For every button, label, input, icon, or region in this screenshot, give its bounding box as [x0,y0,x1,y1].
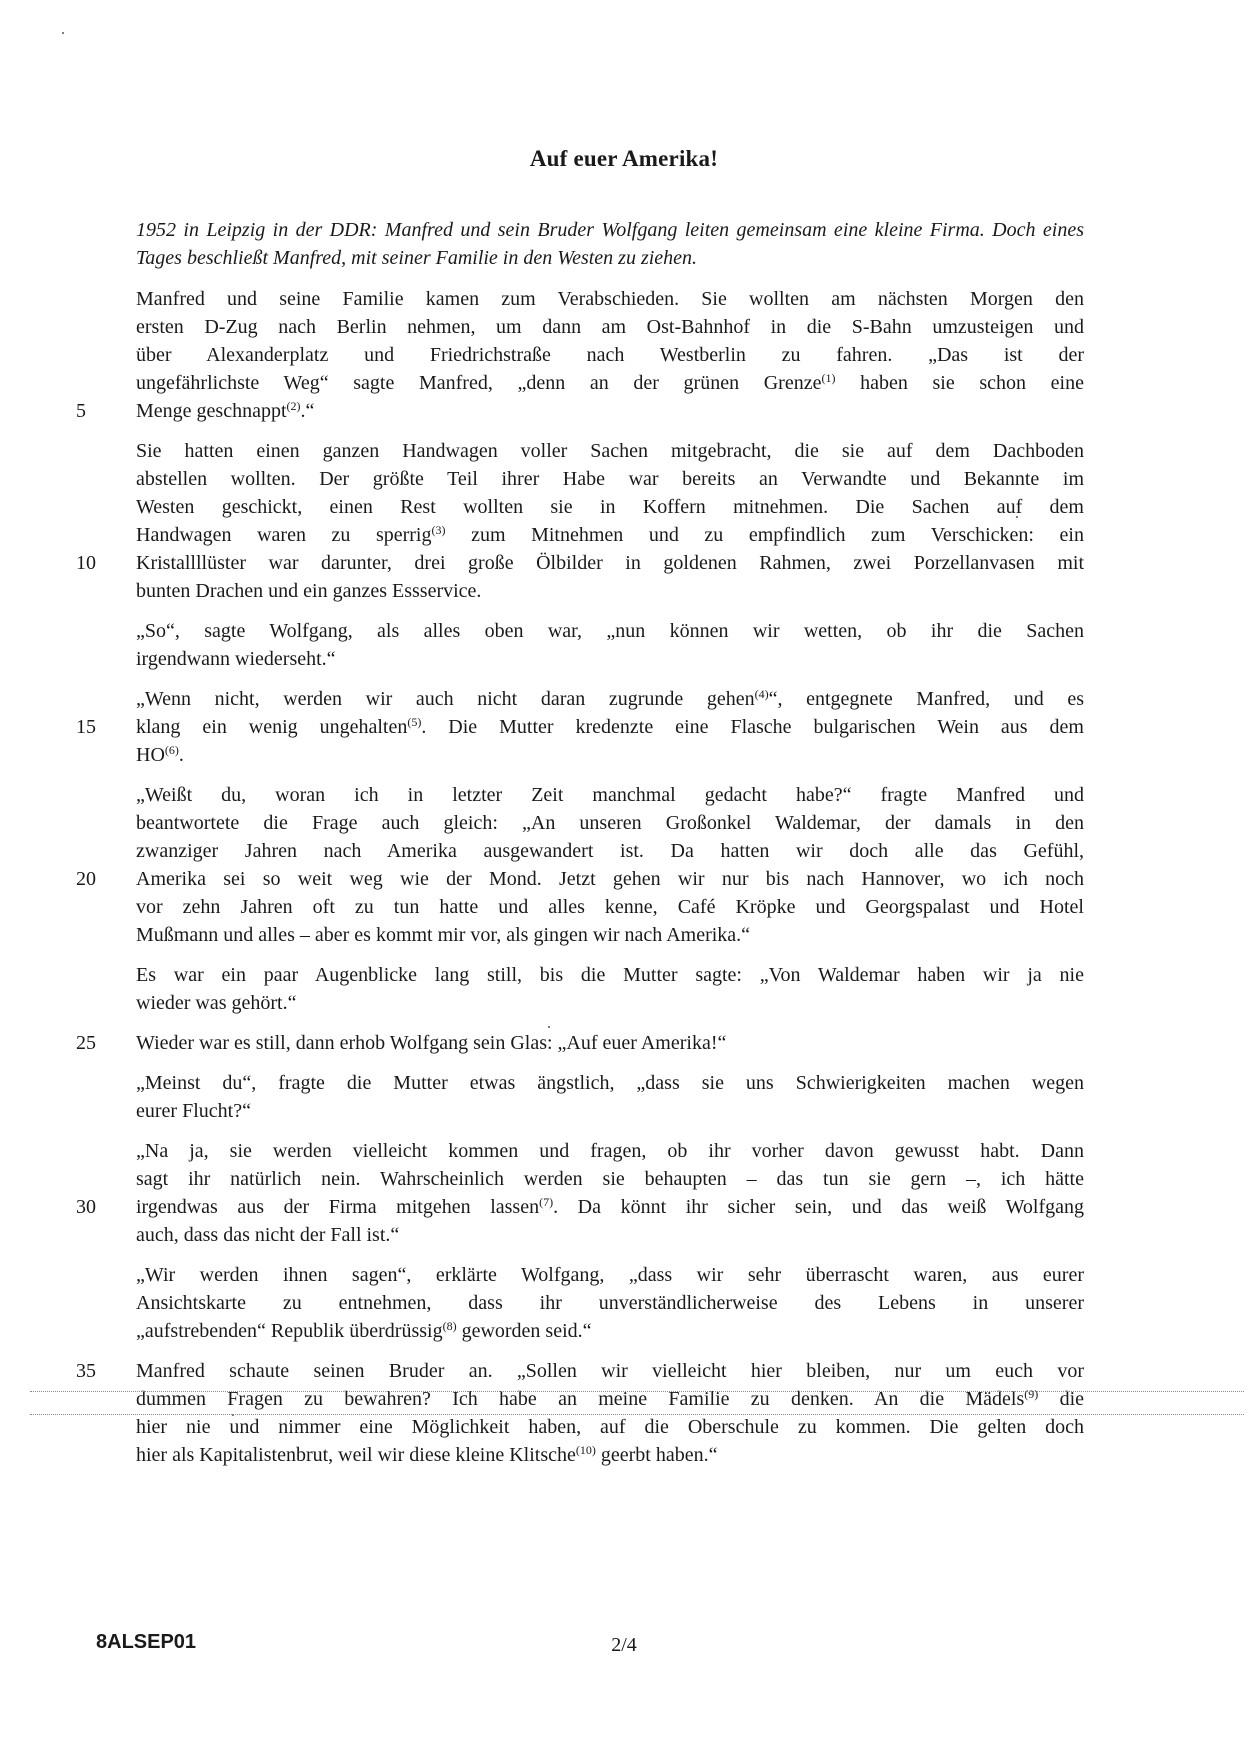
paragraph [136,961,1084,1017]
footnote-marker: (6) [164,743,179,757]
text-line: Sie hatten einen ganzen Handwagen voller Sachen mitgebracht, die sie auf dem Dachboden [136,440,1084,462]
text-line: 15 klang ein wenig ungehalten$^{(5)}$. Die Mutter kredenzte eine Flasche bulgarischen Wein aus dem [136,713,1084,741]
text-line: 35 Manfred schaute seinen Bruder an. „Sollen wir vielleicht hier bleiben, nur um euch vor [136,1357,1084,1385]
paragraph [76,285,1084,425]
text-line: Westen geschickt, einen Rest wollten sie in Koffern mitnehmen. Die Sachen auf dem [136,496,1084,518]
text-line: „Weißt du, woran ich in letzter Zeit manchmal gedacht habe?“ fragte Manfred und [136,784,1084,806]
text-line: wieder was gehört.“ [136,992,297,1014]
text-line: sagt ihr natürlich nein. Wahrscheinlich werden sie behaupten – das tun sie gern –, ich hätte [136,1168,1084,1190]
intro-text: 1952 in Leipzig in der DDR: Manfred und sein Bruder Wolfgang leiten gemeinsam eine kleine Firma. Doch eines Tages beschließt Manfred, mit seiner Familie in den Westen zu ziehen. [136,219,1084,269]
text-line: „Wenn nicht, werden wir auch nicht daran zugrunde gehen$^{(4)}$“, entgegnete Manfred, und es [136,687,1084,710]
text-line: Handwagen waren zu sperrig$^{(3)}$ zum Mitnehmen und zu empfindlich zum Verschicken: ein [136,523,1084,546]
line-number: 25 [76,1032,96,1054]
text-line: Manfred und seine Familie kamen zum Verabschieden. Sie wollten am nächsten Morgen den [136,288,1084,310]
paragraph [76,1029,1084,1057]
paragraph [76,437,1084,605]
paragraph [76,685,1084,769]
text-line: „So“, sagte Wolfgang, als alles oben war, „nun können wir wetten, ob ihr die Sachen [136,620,1084,642]
text-line: bunten Drachen und ein ganzes Essservice. [136,580,482,602]
line-number: 10 [76,552,96,574]
footnote-marker: (8) [442,1319,457,1333]
footnote-marker: (2) [286,399,301,413]
paragraph [136,617,1084,673]
footnote-marker: (4) [754,687,769,701]
footnote-marker: (3) [431,523,446,537]
paragraph [136,1069,1084,1125]
text-line: ungefährlichste Weg“ sagte Manfred, „denn an der grünen Grenze$^{(1)}$ haben sie schon eine [136,371,1084,394]
text-line: 25 Wieder war es still, dann erhob Wolfgang sein Glas: „Auf euer Amerika!“ [136,1029,1084,1057]
page-fold-line [30,1391,1244,1392]
footnote-marker: (9) [1024,1387,1039,1401]
line-number: 5 [76,400,86,422]
line-number: 15 [76,716,96,738]
text-line: 10 Kristallllüster war darunter, drei große Ölbilder in goldenen Rahmen, zwei Porzellanvasen mit [136,549,1084,577]
scan-speck [62,32,64,34]
text-line: HO$^{(6)}$. [136,743,184,766]
text-line: ersten D-Zug nach Berlin nehmen, um dann am Ost-Bahnhof in die S-Bahn umzusteigen und [136,316,1084,338]
text-line: über Alexanderplatz und Friedrichstraße nach Westberlin zu fahren. „Das ist der [136,344,1084,366]
text-line: „Wir werden ihnen sagen“, erklärte Wolfgang, „dass wir sehr überrascht waren, aus eurer [136,1264,1084,1286]
story-text [76,285,1085,1481]
footnote-marker: (1) [821,371,836,385]
text-line: Ansichtskarte zu entnehmen, dass ihr unverständlicherweise des Lebens in unserer [136,1292,1084,1314]
page-fold-line [30,1414,1244,1415]
paragraph [76,1357,1085,1469]
text-line: hier nie und nimmer eine Möglichkeit haben, auf die Oberschule zu kommen. Die gelten doch [136,1416,1084,1438]
text-line: „aufstrebenden“ Republik überdrüssig$^{(8)}$ geworden seid.“ [136,1319,592,1342]
text-line: dummen Fragen zu bewahren? Ich habe an meine Familie zu denken. An die Mädels$^{(9)}$ die [136,1387,1085,1410]
text-line: auch, dass das nicht der Fall ist.“ [136,1224,400,1246]
text-line: irgendwann wiederseht.“ [136,648,336,670]
footnote-marker: (7) [539,1195,554,1209]
text-line: Mußmann und alles – aber es kommt mir vor, als gingen wir nach Amerika.“ [136,924,751,946]
page-title: Auf euer Amerika! [529,146,719,171]
line-number: 20 [76,868,96,890]
footnote-marker: (5) [407,715,422,729]
text-line: hier als Kapitalistenbrut, weil wir diese kleine Klitsche$^{(10)}$ geerbt haben.“ [136,1443,718,1466]
text-line: abstellen wollten. Der größte Teil ihrer Habe war bereits an Verwandte und Bekannte im [136,468,1084,490]
text-line: beantwortete die Frage auch gleich: „An unseren Großonkel Waldemar, der damals in den [136,812,1084,834]
text-line: vor zehn Jahren oft zu tun hatte und alles kenne, Café Kröpke und Georgspalast und Hotel [136,896,1084,918]
footnote-marker: (10) [575,1443,596,1457]
paragraph [76,1137,1085,1249]
text-line: 30 irgendwas aus der Firma mitgehen lassen$^{(7)}$. Da könnt ihr sicher sein, und das weiß Wolfgang [136,1193,1084,1221]
text-line: 20 Amerika sei so weit weg wie der Mond. Jetzt gehen wir nur bis nach Hannover, wo ich noch [136,865,1084,893]
text-line: zwanziger Jahren nach Amerika ausgewandert ist. Da hatten wir doch alle das Gefühl, [136,840,1084,862]
text-line: „Meinst du“, fragte die Mutter etwas ängstlich, „dass sie uns Schwierigkeiten machen wegen [136,1072,1084,1094]
paragraph [76,781,1084,949]
line-number: 35 [76,1360,96,1382]
page-number: 2/4 [611,1634,637,1656]
exam-code: 8ALSEP01 [96,1631,197,1653]
text-line: eurer Flucht?“ [136,1100,251,1122]
text-line: „Na ja, sie werden vielleicht kommen und fragen, ob ihr vorher davon gewusst habt. Dann [136,1140,1084,1162]
text-line: 5 Menge geschnappt$^{(2)}$.“ [136,397,1084,425]
paragraph [136,1261,1084,1345]
line-number: 30 [76,1196,96,1218]
text-line: Es war ein paar Augenblicke lang still, bis die Mutter sagte: „Von Waldemar haben wir ja nie [136,964,1084,986]
